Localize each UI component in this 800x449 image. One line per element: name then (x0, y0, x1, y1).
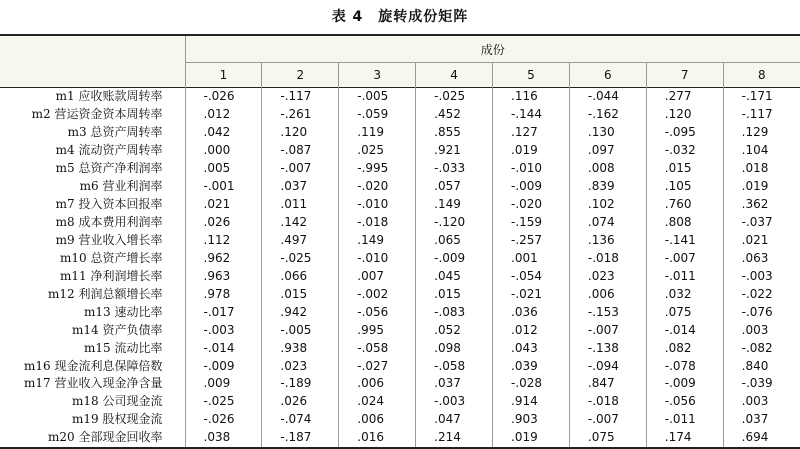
loading-cell: .112 (185, 232, 262, 250)
loading-cell: -.078 (646, 357, 723, 375)
loading-cell: .497 (262, 232, 339, 250)
table-row (0, 196, 800, 214)
loading-cell: .042 (185, 124, 262, 142)
row-label: m4 流动资产周转率 (55, 143, 163, 158)
row-label: m16 现金流利息保障倍数 (24, 358, 163, 373)
rotated-component-matrix (0, 34, 800, 449)
loading-cell: -.014 (646, 321, 723, 339)
loading-cell: -.171 (723, 88, 800, 106)
loading-cell: .914 (493, 393, 570, 411)
loading-cell: -.018 (339, 214, 416, 232)
loading-cell: .015 (416, 285, 493, 303)
loading-cell: .978 (185, 285, 262, 303)
row-label: m15 流动比率 (84, 340, 163, 355)
loading-cell: -.018 (569, 249, 646, 267)
loading-cell: -.025 (185, 393, 262, 411)
loading-cell: .149 (416, 196, 493, 214)
loading-cell: .142 (262, 214, 339, 232)
row-label: m17 营业收入现金净含量 (24, 376, 163, 391)
loading-cell: .105 (646, 178, 723, 196)
table-row (0, 88, 800, 106)
row-label: m18 公司现金流 (72, 394, 163, 409)
component-header-6: 6 (569, 63, 646, 88)
loading-cell: .104 (723, 142, 800, 160)
table-row (0, 142, 800, 160)
loading-cell: .019 (493, 429, 570, 448)
loading-cell: .277 (646, 88, 723, 106)
loading-cell: -.009 (646, 375, 723, 393)
loading-cell: -.032 (646, 142, 723, 160)
row-label: m3 总资产周转率 (67, 125, 163, 140)
loading-cell: .120 (262, 124, 339, 142)
loading-cell: .214 (416, 429, 493, 448)
table-row (0, 249, 800, 267)
loading-cell: -.025 (262, 249, 339, 267)
loading-cell: .116 (493, 88, 570, 106)
loading-cell: .808 (646, 214, 723, 232)
matrix-body (0, 88, 800, 448)
loading-cell: -.054 (493, 267, 570, 285)
loading-cell: .003 (723, 321, 800, 339)
table-row (0, 393, 800, 411)
loading-cell: .047 (416, 411, 493, 429)
table-row (0, 339, 800, 357)
loading-cell: -.009 (493, 178, 570, 196)
loading-cell: -.187 (262, 429, 339, 448)
loading-cell: -.087 (262, 142, 339, 160)
loading-cell: -.138 (569, 339, 646, 357)
loading-cell: .012 (185, 106, 262, 124)
loading-cell: .127 (493, 124, 570, 142)
loading-cell: .043 (493, 339, 570, 357)
table-row (0, 178, 800, 196)
loading-cell: -.007 (646, 249, 723, 267)
loading-cell: .840 (723, 357, 800, 375)
row-label: m13 速动比率 (84, 304, 163, 319)
loading-cell: .903 (493, 411, 570, 429)
loading-cell: -.007 (569, 411, 646, 429)
loading-cell: -.007 (569, 321, 646, 339)
loading-cell: .015 (262, 285, 339, 303)
loading-cell: -.056 (339, 303, 416, 321)
row-label: m7 投入资本回报率 (55, 197, 163, 212)
table-row (0, 285, 800, 303)
loading-cell: -.010 (339, 249, 416, 267)
loading-cell: .065 (416, 232, 493, 250)
loading-cell: .921 (416, 142, 493, 160)
component-header-3: 3 (339, 63, 416, 88)
row-label: m12 利润总额增长率 (48, 286, 163, 301)
table-row (0, 267, 800, 285)
loading-cell: .075 (569, 429, 646, 448)
loading-cell: .026 (262, 393, 339, 411)
loading-cell: -.120 (416, 214, 493, 232)
loading-cell: .039 (493, 357, 570, 375)
loading-cell: -.005 (339, 88, 416, 106)
row-label: m5 总资产净利润率 (55, 161, 163, 176)
loading-cell: .082 (646, 339, 723, 357)
loading-cell: .962 (185, 249, 262, 267)
loading-cell: .036 (493, 303, 570, 321)
table-row (0, 124, 800, 142)
loading-cell: .063 (723, 249, 800, 267)
loading-cell: -.095 (646, 124, 723, 142)
loading-cell: -.059 (339, 106, 416, 124)
loading-cell: .174 (646, 429, 723, 448)
component-header-5: 5 (493, 63, 570, 88)
loading-cell: -.058 (416, 357, 493, 375)
row-label: m9 营业收入增长率 (55, 232, 163, 247)
loading-cell: .938 (262, 339, 339, 357)
component-group-header: 成份 (185, 35, 800, 63)
loading-cell: -.257 (493, 232, 570, 250)
loading-cell: .119 (339, 124, 416, 142)
loading-cell: -.021 (493, 285, 570, 303)
loading-cell: .452 (416, 106, 493, 124)
row-label: m2 营运资金资本周转率 (31, 107, 163, 122)
table-row (0, 232, 800, 250)
loading-cell: -.003 (416, 393, 493, 411)
loading-cell: .694 (723, 429, 800, 448)
loading-cell: .000 (185, 142, 262, 160)
loading-cell: .009 (185, 375, 262, 393)
loading-cell: -.011 (646, 411, 723, 429)
table-title: 表 4 旋转成份矩阵 (331, 9, 469, 25)
loading-cell: .006 (339, 375, 416, 393)
loading-cell: .025 (339, 142, 416, 160)
loading-cell: -.162 (569, 106, 646, 124)
loading-cell: .003 (723, 393, 800, 411)
loading-cell: -.189 (262, 375, 339, 393)
loading-cell: .097 (569, 142, 646, 160)
loading-cell: -.025 (416, 88, 493, 106)
loading-cell: .098 (416, 339, 493, 357)
loading-cell: .839 (569, 178, 646, 196)
row-label: m20 全部现金回收率 (48, 430, 163, 445)
table-row (0, 160, 800, 178)
loading-cell: .102 (569, 196, 646, 214)
loading-cell: .018 (723, 160, 800, 178)
table-row (0, 411, 800, 429)
table-row (0, 106, 800, 124)
loading-cell: .037 (416, 375, 493, 393)
loading-cell: -.003 (723, 267, 800, 285)
loading-cell: -.020 (339, 178, 416, 196)
row-label: m1 应收账款周转率 (55, 89, 163, 104)
table-row (0, 303, 800, 321)
component-header-4: 4 (416, 63, 493, 88)
header-row-group (0, 35, 800, 63)
table-row (0, 357, 800, 375)
loading-cell: .847 (569, 375, 646, 393)
loading-cell: -.261 (262, 106, 339, 124)
row-label: m8 成本费用利润率 (55, 215, 163, 230)
loading-cell: .136 (569, 232, 646, 250)
loading-cell: .995 (339, 321, 416, 339)
loading-cell: .066 (262, 267, 339, 285)
loading-cell: .005 (185, 160, 262, 178)
header-corner (0, 35, 185, 88)
loading-cell: .021 (723, 232, 800, 250)
loading-cell: .021 (185, 196, 262, 214)
loading-cell: -.022 (723, 285, 800, 303)
component-header-1: 1 (185, 63, 262, 88)
loading-cell: .019 (723, 178, 800, 196)
loading-cell: -.011 (646, 267, 723, 285)
loading-cell: -.094 (569, 357, 646, 375)
loading-cell: -.995 (339, 160, 416, 178)
component-header-2: 2 (262, 63, 339, 88)
loading-cell: -.037 (723, 214, 800, 232)
loading-cell: .362 (723, 196, 800, 214)
component-header-7: 7 (646, 63, 723, 88)
loading-cell: -.153 (569, 303, 646, 321)
table-row (0, 375, 800, 393)
loading-cell: .963 (185, 267, 262, 285)
loading-cell: -.117 (262, 88, 339, 106)
loading-cell: .007 (339, 267, 416, 285)
loading-cell: -.003 (185, 321, 262, 339)
loading-cell: .074 (569, 214, 646, 232)
loading-cell: .038 (185, 429, 262, 448)
loading-cell: -.074 (262, 411, 339, 429)
loading-cell: -.026 (185, 88, 262, 106)
loading-cell: .006 (339, 411, 416, 429)
loading-cell: -.001 (185, 178, 262, 196)
loading-cell: .760 (646, 196, 723, 214)
loading-cell: .023 (262, 357, 339, 375)
row-label: m14 资产负债率 (72, 322, 163, 337)
loading-cell: -.083 (416, 303, 493, 321)
loading-cell: -.159 (493, 214, 570, 232)
loading-cell: -.002 (339, 285, 416, 303)
loading-cell: .149 (339, 232, 416, 250)
loading-cell: -.018 (569, 393, 646, 411)
table-row (0, 214, 800, 232)
row-label: m6 营业利润率 (79, 179, 163, 194)
loading-cell: .120 (646, 106, 723, 124)
loading-cell: -.009 (185, 357, 262, 375)
loading-cell: .015 (646, 160, 723, 178)
loading-cell: -.058 (339, 339, 416, 357)
loading-cell: .023 (569, 267, 646, 285)
loading-cell: -.076 (723, 303, 800, 321)
loading-cell: .942 (262, 303, 339, 321)
loading-cell: .006 (569, 285, 646, 303)
loading-cell: .129 (723, 124, 800, 142)
loading-cell: .001 (493, 249, 570, 267)
loading-cell: .052 (416, 321, 493, 339)
loading-cell: .855 (416, 124, 493, 142)
loading-cell: .130 (569, 124, 646, 142)
loading-cell: -.005 (262, 321, 339, 339)
loading-cell: -.009 (416, 249, 493, 267)
loading-cell: .057 (416, 178, 493, 196)
component-header-8: 8 (723, 63, 800, 88)
row-label: m11 净利润增长率 (60, 268, 163, 283)
loading-cell: -.141 (646, 232, 723, 250)
loading-cell: -.144 (493, 106, 570, 124)
loading-cell: .037 (723, 411, 800, 429)
row-label: m19 股权现金流 (72, 412, 163, 427)
loading-cell: -.010 (493, 160, 570, 178)
loading-cell: .008 (569, 160, 646, 178)
loading-cell: -.033 (416, 160, 493, 178)
loading-cell: .032 (646, 285, 723, 303)
loading-cell: -.082 (723, 339, 800, 357)
loading-cell: -.017 (185, 303, 262, 321)
loading-cell: .037 (262, 178, 339, 196)
loading-cell: -.056 (646, 393, 723, 411)
loading-cell: -.010 (339, 196, 416, 214)
loading-cell: .024 (339, 393, 416, 411)
loading-cell: .045 (416, 267, 493, 285)
loading-cell: -.014 (185, 339, 262, 357)
loading-cell: -.007 (262, 160, 339, 178)
loading-cell: -.026 (185, 411, 262, 429)
loading-cell: -.039 (723, 375, 800, 393)
loading-cell: .016 (339, 429, 416, 448)
loading-cell: .011 (262, 196, 339, 214)
loading-cell: .075 (646, 303, 723, 321)
loading-cell: .026 (185, 214, 262, 232)
loading-cell: .012 (493, 321, 570, 339)
loading-cell: -.020 (493, 196, 570, 214)
row-label: m10 总资产增长率 (60, 250, 163, 265)
loading-cell: -.028 (493, 375, 570, 393)
table-row (0, 321, 800, 339)
loading-cell: .019 (493, 142, 570, 160)
loading-cell: -.044 (569, 88, 646, 106)
loading-cell: -.027 (339, 357, 416, 375)
loading-cell: -.117 (723, 106, 800, 124)
